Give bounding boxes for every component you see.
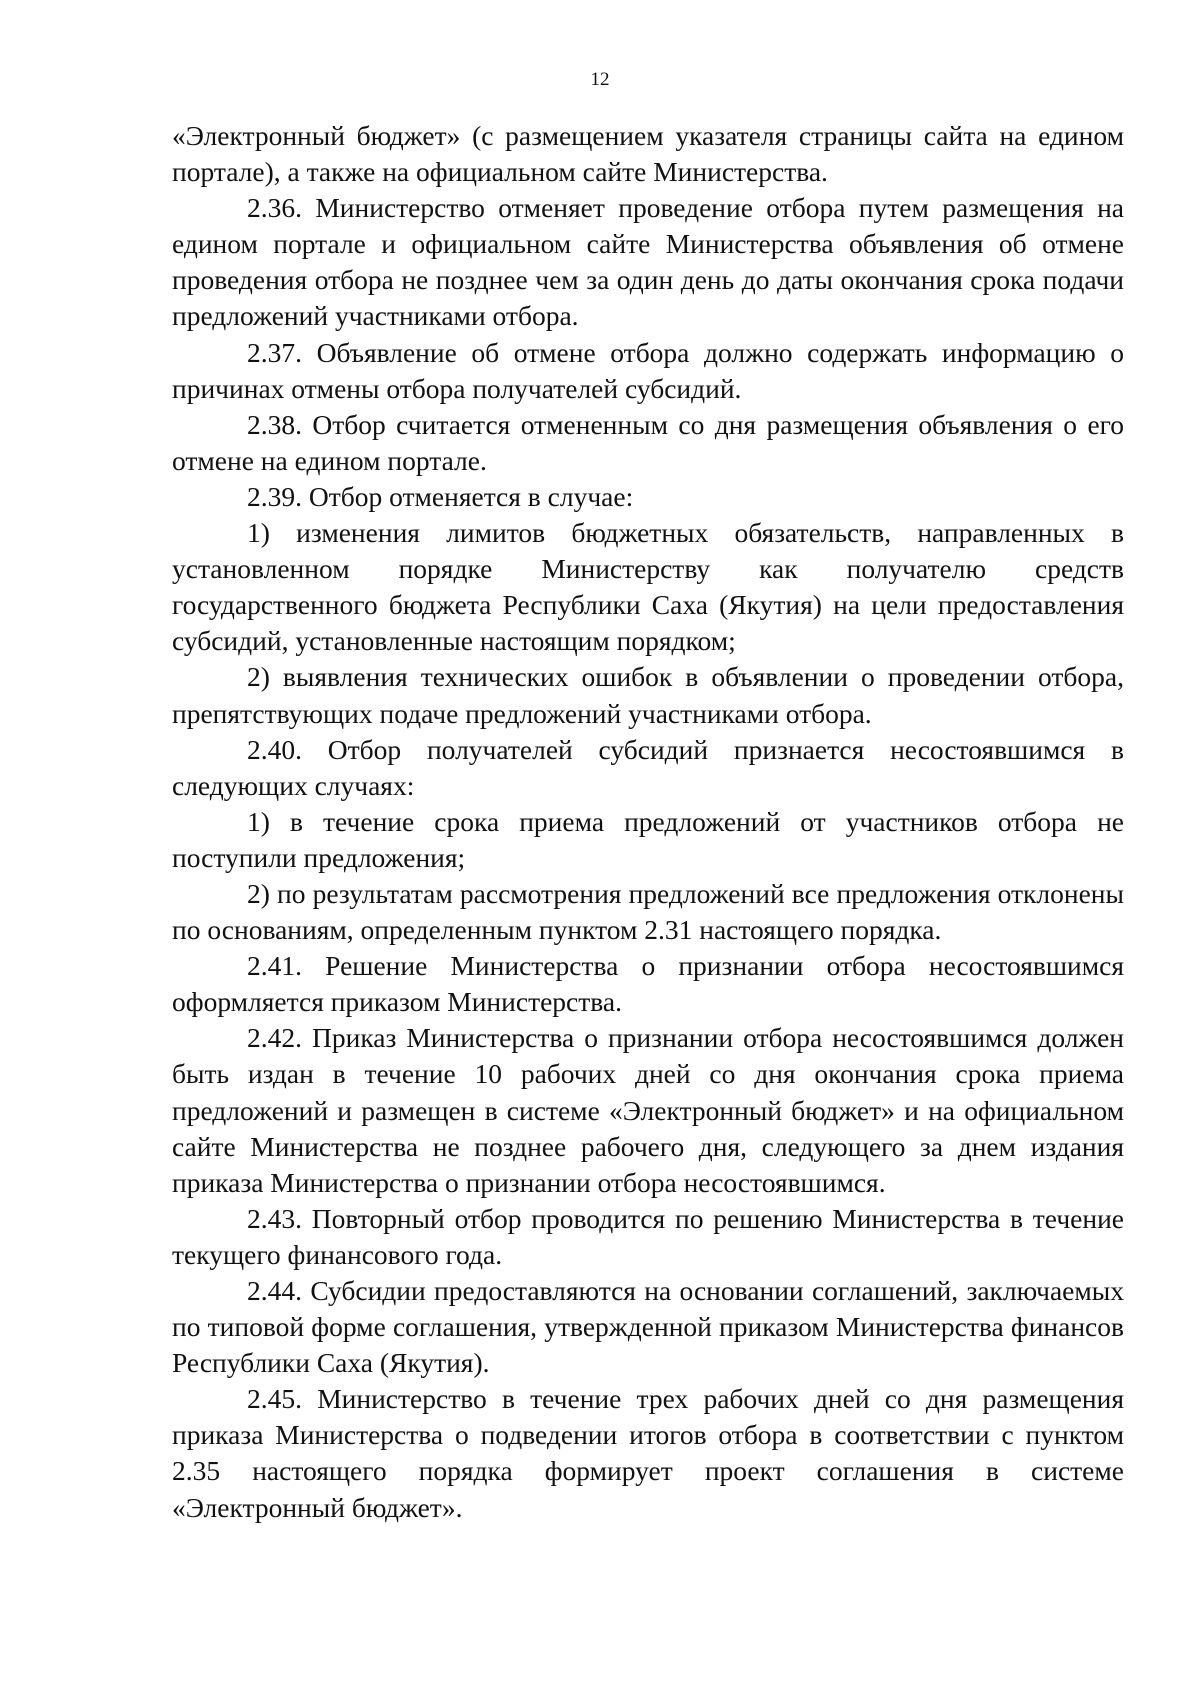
paragraph-2-44: 2.44. Субсидии предоставляются на основании соглашений, заключаемых по типовой форме соглашения, утвержденной приказом Министерства финансов Республики Саха (Якутия). [172,1275,1124,1379]
paragraph-2-39-item-2: 2) выявления технических ошибок в объявлении о проведении отбора, препятствующих подаче предложений участниками отбора. [172,661,1124,729]
paragraph-2-41: 2.41. Решение Министерства о признании отбора несостоявшимся оформляется приказом Министерства. [172,950,1124,1018]
paragraph-2-39: 2.39. Отбор отменяется в случае: [247,480,634,512]
paragraph-2-40-item-1: 1) в течение срока приема предложений от участников отбора не поступили предложения; [172,805,1124,873]
paragraph-2-37: 2.37. Объявление об отмене отбора должно содержать информацию о причинах отмены отбора получателей субсидий. [172,336,1124,404]
paragraph-2-45: 2.45. Министерство в течение трех рабочих дней со дня размещения приказа Министерства о подведении итогов отбора в соответствии с пунктом 2.35 настоящего порядка формирует проект соглашения в системе «Электронный бюджет». [172,1383,1124,1523]
paragraph-2-42: 2.42. Приказ Министерства о признании отбора несостоявшимся должен быть издан в течение 10 рабочих дней со дня окончания срока приема предложений и размещен в системе «Электронный бюджет» и на официальном сайте Министерства не позднее рабочего дня, следующего за днем издания приказа Министерства о признании отбора несостоявшимся. [172,1022,1124,1198]
paragraph-2-43: 2.43. Повторный отбор проводится по решению Министерства в течение текущего финансового года. [172,1202,1124,1270]
document-body [172,118,1124,1526]
paragraph-2-40: 2.40. Отбор получателей субсидий признается несостоявшимся в следующих случаях: [172,733,1124,801]
paragraph-2-36: 2.36. Министерство отменяет проведение отбора путем размещения на едином портале и официальном сайте Министерства объявления об отмене проведения отбора не позднее чем за один день до даты окончания срока подачи предложений участниками отбора. [172,192,1124,332]
paragraph-2-40-item-2: 2) по результатам рассмотрения предложений все предложения отклонены по основаниям, определенным пунктом 2.31 настоящего порядка. [172,877,1124,946]
paragraph-2-39-item-1: 1) изменения лимитов бюджетных обязательств, направленных в установленном порядке Министерству как получателю средств государственного бюджета Республики Саха (Якутия) на цели предоставления субсидий, установленные настоящим порядком; [172,517,1124,657]
page-number: 12 [590,69,610,90]
paragraph-continuation: «Электронный бюджет» (с размещением указателя страницы сайта на едином портале), а также на официальном сайте Министерства. [172,120,1124,188]
paragraph-2-38: 2.38. Отбор считается отмененным со дня размещения объявления о его отмене на едином портале. [172,408,1124,476]
